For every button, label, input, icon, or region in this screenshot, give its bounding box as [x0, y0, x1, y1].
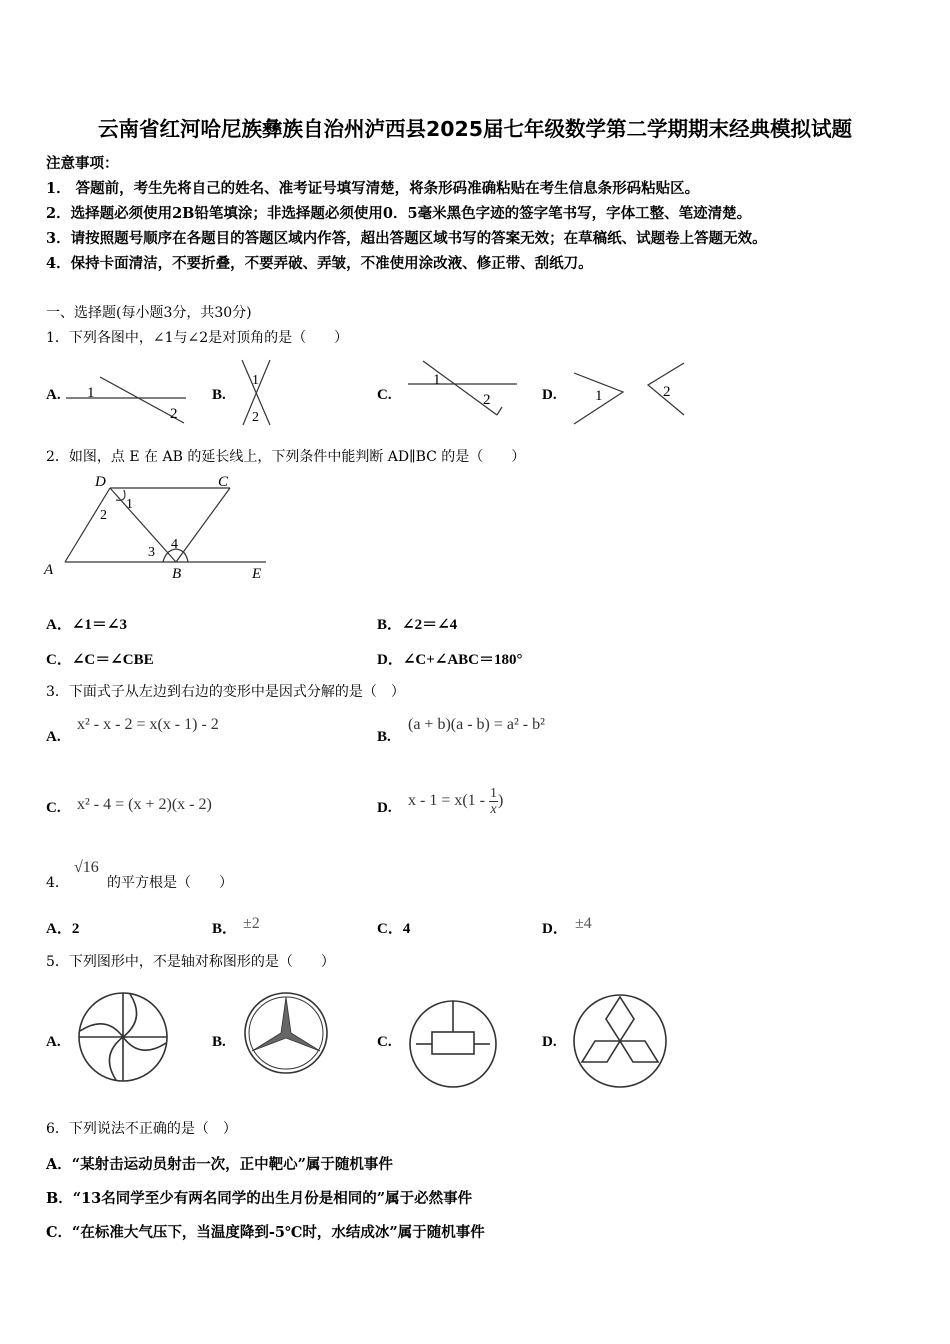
q3-expr-d-den: x: [490, 802, 497, 817]
q3-label-a: A.: [46, 729, 61, 745]
q1-a-mark-1: 1: [87, 385, 95, 401]
notice-item-4: 4．保持卡面清洁，不要折叠，不要弄破、弄皱，不准使用涂改液、修正带、刮纸刀。: [46, 255, 593, 272]
q1-figure-c: [408, 361, 517, 415]
notice-item-1: 1． 答题前，考生先将自己的姓名、准考证号填写清楚，将条形码准确粘贴在考生信息条形码粘贴区。: [46, 180, 700, 197]
q4-option-c: C．4: [377, 921, 411, 937]
q4-option-d-value: ±4: [575, 915, 592, 932]
q4-option-d-label: D．: [542, 921, 568, 937]
q1-label-c: C.: [377, 387, 392, 403]
q1-d-mark-2: 2: [663, 384, 671, 400]
q1-figure-a: [66, 377, 186, 423]
q3-stem: 3．下面式子从左边到右边的变形中是因式分解的是（ ）: [46, 684, 405, 700]
q2-angle-1: 1: [126, 497, 133, 512]
q4-option-a: A．2: [46, 921, 80, 937]
q5-figure-a: [79, 993, 167, 1081]
q5-label-a: A.: [46, 1034, 61, 1050]
q1-c-mark-2: 2: [483, 392, 491, 408]
q4-option-b-value: ±2: [243, 915, 260, 932]
q2-option-d: D．∠C+∠ABC＝180°: [377, 652, 523, 668]
q6-option-a: A．“某射击运动员射击一次，正中靶心”属于随机事件: [46, 1156, 393, 1173]
q2-angle-4: 4: [171, 537, 178, 552]
q5-stem: 5．下列图形中，不是轴对称图形的是（ ）: [46, 954, 335, 970]
notice-heading: 注意事项：: [46, 155, 119, 172]
q1-b-mark-1: 1: [252, 373, 259, 388]
q1-label-d: D.: [542, 387, 557, 403]
q6-option-b: B．“13名同学至少有两名同学的出生月份是相同的”属于必然事件: [46, 1190, 473, 1207]
q2-label-b: B: [172, 566, 182, 582]
q5-figure-d: [574, 995, 666, 1087]
q5-label-b: B.: [212, 1034, 226, 1050]
q5-label-d: D.: [542, 1034, 557, 1050]
q3-label-d: D.: [377, 800, 392, 816]
q3-expr-a: x² - x - 2 = x(x - 1) - 2: [77, 716, 219, 733]
q1-d-mark-1: 1: [595, 388, 603, 404]
q1-label-a: A.: [46, 387, 61, 403]
q4-stem-text: 的平方根是（ ）: [107, 875, 233, 891]
q2-label-c: C: [218, 474, 229, 490]
q4-radical: √16: [74, 859, 99, 876]
q3-expr-b: (a + b)(a - b) = a² - b²: [408, 716, 545, 733]
q3-expr-d-left: x - 1 = x(1 -: [408, 792, 490, 810]
q2-angle-2: 2: [100, 508, 107, 523]
q3-label-b: B.: [377, 729, 391, 745]
q2-label-e: E: [252, 566, 262, 582]
q2-figure: [40, 470, 280, 585]
q4-stem-number: 4．: [46, 875, 69, 891]
q5-label-c: C.: [377, 1034, 392, 1050]
q1-figures: [60, 355, 700, 430]
q5-figures: [70, 985, 680, 1095]
q1-a-mark-2: 2: [170, 406, 178, 422]
q3-expr-d-right: ): [498, 792, 504, 810]
q3-expr-d-num: 1: [490, 786, 498, 801]
q2-option-a: A．∠1＝∠3: [46, 617, 127, 633]
q1-label-b: B.: [212, 387, 226, 403]
q2-label-a: A: [44, 562, 54, 578]
q4-option-b-label: B．: [212, 921, 238, 937]
q2-stem: 2．如图，点 E 在 AB 的延长线上，下列条件中能判断 AD∥BC 的是（ ）: [46, 449, 526, 465]
q2-angle-3: 3: [148, 545, 155, 560]
notice-item-2: 2．选择题必须使用2B铅笔填涂；非选择题必须使用0．5毫米黑色字迹的签字笔书写，字体工整、笔迹清楚。: [46, 205, 752, 222]
q2-option-b: B．∠2＝∠4: [377, 617, 458, 633]
q3-label-c: C.: [46, 800, 61, 816]
q6-stem: 6．下列说法不正确的是（ ）: [46, 1121, 237, 1137]
q1-c-mark-1: 1: [433, 372, 441, 388]
q6-option-c: C．“在标准大气压下，当温度降到-5℃时，水结成冰”属于随机事件: [46, 1224, 485, 1241]
q3-expr-d: [408, 786, 503, 817]
q5-figure-c: [410, 1001, 496, 1087]
q3-expr-c: x² - 4 = (x + 2)(x - 2): [77, 796, 212, 813]
notice-item-3: 3．请按照题号顺序在各题目的答题区域内作答，超出答题区域书写的答案无效；在草稿纸、试题卷上答题无效。: [46, 230, 767, 247]
q1-b-mark-2: 2: [252, 410, 259, 425]
q2-label-d: D: [95, 474, 106, 490]
q2-option-c: C．∠C＝∠CBE: [46, 652, 154, 668]
section-heading: 一、选择题(每小题3分，共30分): [46, 305, 252, 321]
page-title: 云南省红河哈尼族彝族自治州泸西县2025届七年级数学第二学期期末经典模拟试题: [97, 117, 853, 141]
q1-stem: 1．下列各图中，∠1与∠2是对顶角的是（ ）: [46, 330, 349, 346]
